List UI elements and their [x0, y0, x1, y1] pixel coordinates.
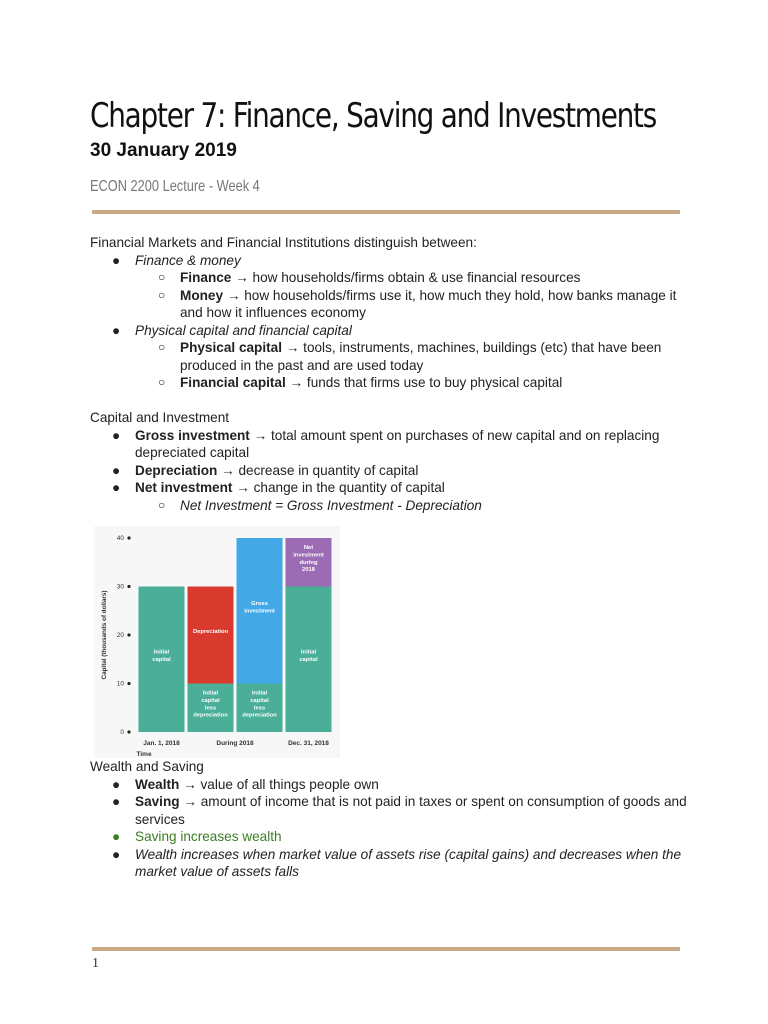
term: Saving: [135, 794, 180, 809]
term: Wealth: [135, 776, 180, 792]
section3-list: [90, 776, 690, 881]
document-body: [90, 234, 690, 881]
definition: → amount of income that is not paid in taxes or spent on consumption of goods and services: [135, 794, 687, 827]
bullet-marker: ●: [112, 322, 121, 338]
list-item: [90, 776, 690, 794]
bullet-marker: ●: [112, 252, 121, 268]
sub-list-item: [90, 339, 690, 374]
bar-segment-label: Gross investment: [244, 601, 275, 615]
definition: → tools, instruments, machines, buildings (etc) that have been produced in the past and are used today: [180, 340, 662, 373]
document-subtitle: ECON 2200 Lecture - Week 4: [90, 178, 260, 195]
term: Financial capital: [180, 375, 286, 390]
circle-marker: ○: [158, 340, 166, 354]
bullet-marker: ●: [112, 846, 121, 862]
list-item: [90, 479, 690, 497]
bar-segment-label: Depreciation: [192, 628, 229, 635]
list-item-highlight: [90, 828, 690, 846]
section1-intro: Financial Markets and Financial Institutions distinguish between:: [90, 235, 477, 250]
bullet-marker: ●: [112, 480, 121, 495]
highlight-text: Saving increases wealth: [135, 829, 282, 844]
list-item-label: Finance & money: [135, 252, 241, 268]
sub-list-item: [90, 269, 690, 287]
term: Gross investment: [135, 427, 250, 443]
bullet-marker: ●: [112, 427, 121, 443]
bar-segment-label: Net investment during 2018: [293, 545, 324, 574]
bullet-marker: ●: [112, 829, 121, 844]
bar-segment-label: Initial capital: [152, 649, 171, 663]
spacer: [90, 392, 690, 410]
y-tick-label: 30: [116, 583, 124, 591]
bar-segment-label: Initial capital less depreciation: [193, 690, 228, 719]
y-tick-dot: [127, 585, 130, 588]
circle-marker: ○: [158, 375, 166, 389]
formula: Net Investment = Gross Investment - Depreciation: [180, 497, 482, 513]
list-item: [90, 846, 690, 881]
bar-segment: [188, 587, 234, 684]
sub-list-item: [90, 287, 690, 322]
list-item: [90, 427, 690, 462]
definition: → how households/firms use it, how much they hold, how banks manage it and how it influences economy: [180, 287, 677, 320]
circle-marker: ○: [158, 287, 166, 302]
footer-divider: [92, 947, 680, 951]
page-title: Chapter 7: Finance, Saving and Investments: [90, 96, 657, 136]
definition: → how households/firms obtain & use financial resources: [231, 270, 581, 285]
list-item: [90, 322, 690, 340]
page-number: 1: [92, 956, 99, 971]
definition: → decrease in quantity of capital: [217, 462, 419, 478]
sub-list-item: [90, 374, 690, 392]
y-tick-dot: [127, 633, 130, 636]
x-axis-label: Time: [136, 751, 152, 758]
sub-list-item: [90, 497, 690, 515]
definition: → total amount spent on purchases of new capital and on replacing depreciated capital: [135, 427, 660, 460]
bullet-marker: ●: [112, 794, 121, 809]
definition: → value of all things people own: [179, 776, 379, 792]
y-tick-dot: [127, 682, 130, 685]
term: Money: [180, 287, 224, 303]
y-tick-label: 10: [116, 680, 124, 688]
y-tick-dot: [127, 730, 130, 733]
bullet-marker: ●: [112, 462, 121, 478]
section2-list: [90, 427, 690, 515]
x-tick-label: Dec. 31, 2018: [288, 740, 329, 747]
term: Depreciation: [135, 462, 218, 478]
term: Net investment: [135, 480, 233, 495]
x-tick-label: During 2018: [216, 740, 254, 747]
circle-marker: ○: [158, 497, 166, 512]
y-tick-label: 0: [120, 729, 124, 737]
section3-heading: Wealth and Saving: [90, 759, 204, 774]
list-item: [90, 793, 690, 828]
y-axis-label: Capital (thousands of dollars): [101, 590, 108, 680]
header-divider: [92, 210, 680, 214]
bar-segment-label: Initial capital: [299, 649, 318, 663]
circle-marker: ○: [158, 270, 166, 284]
term: Finance: [180, 270, 232, 285]
section2-heading: Capital and Investment: [90, 410, 230, 425]
bar-segment-label: Initial capital less depreciation: [242, 690, 277, 719]
list-item-label: Physical capital and financial capital: [135, 322, 352, 338]
section1-list: [90, 252, 690, 392]
document-date: 30 January 2019: [90, 140, 237, 161]
y-tick-label: 40: [116, 535, 124, 543]
x-tick-label: Jan. 1, 2018: [143, 740, 180, 747]
y-tick-dot: [127, 536, 130, 539]
term: Physical capital: [180, 340, 283, 355]
bullet-marker: ●: [112, 776, 121, 792]
capital-investment-chart: [94, 526, 340, 758]
italic-text: Wealth increases when market value of assets rise (capital gains) and decreases when the market value of assets falls: [135, 846, 682, 879]
list-item: [90, 252, 690, 270]
definition: → funds that firms use to buy physical capital: [285, 375, 563, 390]
definition: → change in the quantity of capital: [232, 480, 445, 495]
list-item: [90, 462, 690, 480]
y-tick-label: 20: [116, 632, 124, 640]
